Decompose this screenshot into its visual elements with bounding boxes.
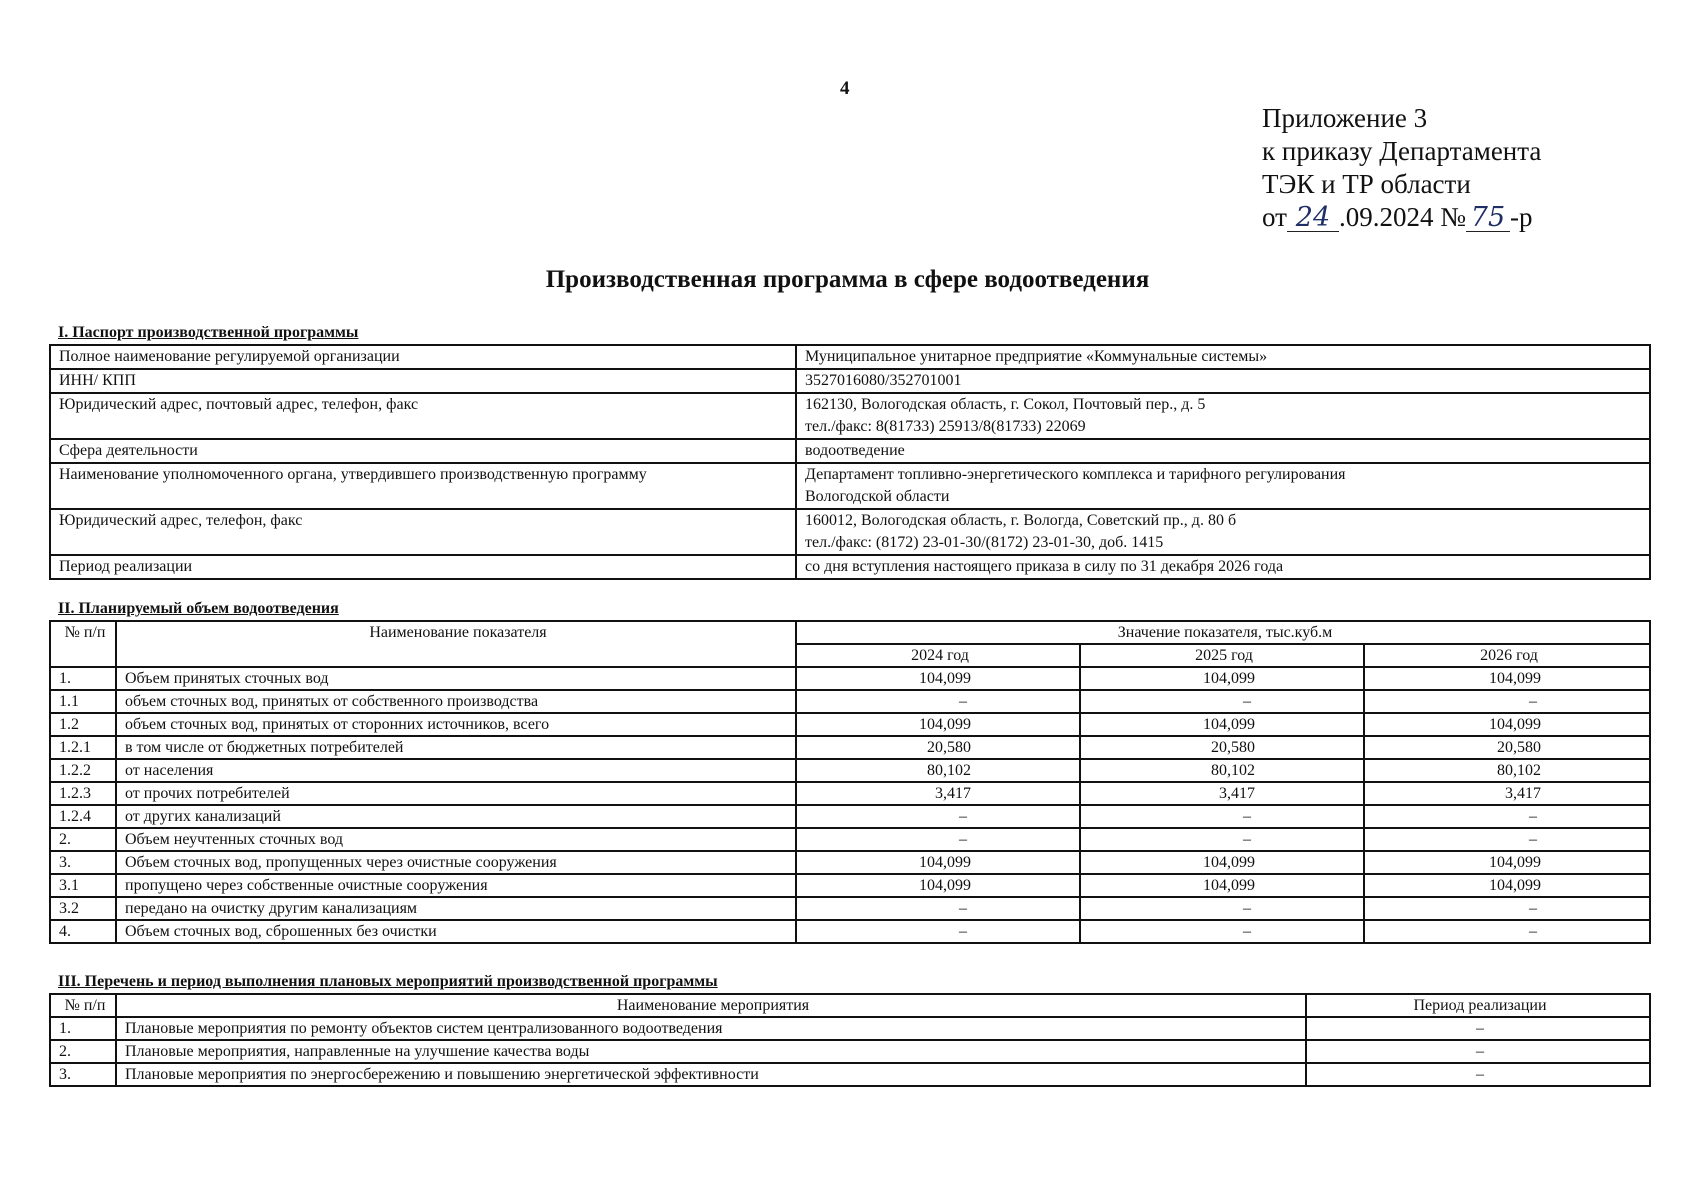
row-number: 1.2.3 — [50, 782, 116, 805]
measure-row — [50, 1063, 1650, 1086]
indicator-value: – — [1364, 690, 1650, 713]
passport-row — [50, 439, 1650, 463]
number-suffix: -р — [1509, 202, 1533, 232]
passport-value — [796, 369, 1650, 393]
indicator-value: 3,417 — [796, 782, 1080, 805]
indicator-value: – — [1364, 828, 1650, 851]
passport-row — [50, 509, 1650, 555]
indicator-value: 104,099 — [1364, 851, 1650, 874]
passport-row — [50, 555, 1650, 579]
indicator-value: 80,102 — [796, 759, 1080, 782]
indicator-name: передано на очистку другим канализациям — [116, 897, 796, 920]
indicator-name: в том числе от бюджетных потребителей — [116, 736, 796, 759]
measures-header-row — [50, 994, 1650, 1017]
indicator-value: 104,099 — [796, 667, 1080, 690]
row-number: 1. — [50, 1017, 116, 1040]
indicator-name: объем сточных вод, принятых от собственного производства — [116, 690, 796, 713]
indicator-name: от других канализаций — [116, 805, 796, 828]
volume-row — [50, 690, 1650, 713]
measures-table — [49, 993, 1651, 1087]
section3-heading: III. Перечень и период выполнения плановых мероприятий производственной программы — [58, 973, 718, 990]
col-name-header: Наименование мероприятия — [116, 994, 1306, 1017]
year-header: 2026 год — [1364, 644, 1650, 667]
handwritten-number: 75 — [1466, 205, 1510, 232]
passport-row — [50, 463, 1650, 509]
row-number: 1. — [50, 667, 116, 690]
indicator-value: 104,099 — [1080, 874, 1364, 897]
col-period-header: Период реализации — [1306, 994, 1650, 1017]
measure-period: – — [1306, 1017, 1650, 1040]
indicator-value: 104,099 — [1080, 713, 1364, 736]
indicator-name: Объем сточных вод, сброшенных без очистки — [116, 920, 796, 943]
measure-period: – — [1306, 1040, 1650, 1063]
indicator-value: – — [1080, 897, 1364, 920]
passport-value — [796, 463, 1650, 509]
col-no-header: № п/п — [50, 994, 116, 1017]
appendix-block — [1262, 102, 1541, 234]
indicator-value: 3,417 — [1080, 782, 1364, 805]
indicator-value: – — [1364, 920, 1650, 943]
indicator-value: 20,580 — [1364, 736, 1650, 759]
row-number: 1.1 — [50, 690, 116, 713]
passport-row — [50, 393, 1650, 439]
passport-value — [796, 555, 1650, 579]
indicator-value: – — [796, 920, 1080, 943]
passport-value — [796, 393, 1650, 439]
volume-row — [50, 897, 1650, 920]
passport-value — [796, 345, 1650, 369]
indicator-name: Объем неучтенных сточных вод — [116, 828, 796, 851]
indicator-value: – — [1080, 920, 1364, 943]
indicator-name: пропущено через собственные очистные сооружения — [116, 874, 796, 897]
passport-label: ИНН/ КПП — [50, 369, 796, 393]
passport-value-line: Департамент топливно-энергетического комплекса и тарифного регулирования — [805, 466, 1346, 483]
indicator-value: 104,099 — [1080, 667, 1364, 690]
appendix-line-1: Приложение 3 — [1262, 103, 1428, 133]
row-number: 3. — [50, 1063, 116, 1086]
indicator-value: 20,580 — [796, 736, 1080, 759]
passport-row — [50, 345, 1650, 369]
section1-heading: I. Паспорт производственной программы — [58, 324, 359, 341]
passport-value — [796, 509, 1650, 555]
measure-period: – — [1306, 1063, 1650, 1086]
measure-row — [50, 1017, 1650, 1040]
measure-name: Плановые мероприятия по энергосбережению и повышению энергетической эффективности — [116, 1063, 1306, 1086]
indicator-value: – — [796, 805, 1080, 828]
indicator-value: 20,580 — [1080, 736, 1364, 759]
row-number: 2. — [50, 1040, 116, 1063]
volume-row — [50, 713, 1650, 736]
indicator-name: от населения — [116, 759, 796, 782]
appendix-date-line — [1262, 201, 1541, 234]
row-number: 1.2 — [50, 713, 116, 736]
volume-row — [50, 667, 1650, 690]
volume-row — [50, 805, 1650, 828]
appendix-line-3: ТЭК и ТР области — [1262, 169, 1471, 199]
date-rest: .09.2024 № — [1338, 202, 1466, 232]
volume-row — [50, 874, 1650, 897]
indicator-value: – — [796, 897, 1080, 920]
indicator-value: – — [1364, 897, 1650, 920]
passport-value-line: водоотведение — [805, 442, 905, 459]
handwritten-day: 24 — [1287, 205, 1339, 232]
row-number: 1.2.2 — [50, 759, 116, 782]
volume-table — [49, 620, 1651, 944]
row-number: 3. — [50, 851, 116, 874]
indicator-name: объем сточных вод, принятых от сторонних источников, всего — [116, 713, 796, 736]
passport-value-line: тел./факс: (8172) 23-01-30/(8172) 23-01-30, доб. 1415 — [805, 534, 1164, 551]
indicator-name: Объем принятых сточных вод — [116, 667, 796, 690]
volume-row — [50, 736, 1650, 759]
passport-label: Период реализации — [50, 555, 796, 579]
indicator-value: 3,417 — [1364, 782, 1650, 805]
indicator-value: – — [796, 828, 1080, 851]
row-number: 2. — [50, 828, 116, 851]
passport-label: Наименование уполномоченного органа, утвердившего производственную программу — [50, 463, 796, 509]
passport-value-line: 3527016080/352701001 — [805, 372, 962, 389]
indicator-value: – — [1080, 805, 1364, 828]
date-prefix: от — [1262, 202, 1287, 232]
appendix-line-2: к приказу Департамента — [1262, 136, 1542, 166]
passport-label: Полное наименование регулируемой организации — [50, 345, 796, 369]
indicator-name: Объем сточных вод, пропущенных через очистные сооружения — [116, 851, 796, 874]
passport-table — [49, 344, 1651, 580]
indicator-name: от прочих потребителей — [116, 782, 796, 805]
page-number: 4 — [840, 78, 850, 99]
volume-row — [50, 851, 1650, 874]
passport-value-line: со дня вступления настоящего приказа в силу по 31 декабря 2026 года — [805, 558, 1284, 575]
col-no-header: № п/п — [50, 621, 116, 667]
measure-name: Плановые мероприятия, направленные на улучшение качества воды — [116, 1040, 1306, 1063]
measure-name: Плановые мероприятия по ремонту объектов систем централизованного водоотведения — [116, 1017, 1306, 1040]
volume-row — [50, 828, 1650, 851]
section2-heading: II. Планируемый объем водоотведения — [58, 600, 339, 617]
passport-row — [50, 369, 1650, 393]
indicator-value: – — [796, 690, 1080, 713]
passport-value-line: 162130, Вологодская область, г. Сокол, Почтовый пер., д. 5 — [805, 396, 1206, 413]
row-number: 4. — [50, 920, 116, 943]
indicator-value: 104,099 — [1080, 851, 1364, 874]
row-number: 1.2.1 — [50, 736, 116, 759]
col-name-header: Наименование показателя — [116, 621, 796, 667]
passport-label: Сфера деятельности — [50, 439, 796, 463]
indicator-value: – — [1080, 828, 1364, 851]
indicator-value: 104,099 — [796, 874, 1080, 897]
indicator-value: 80,102 — [1080, 759, 1364, 782]
row-number: 3.1 — [50, 874, 116, 897]
passport-label: Юридический адрес, почтовый адрес, телефон, факс — [50, 393, 796, 439]
indicator-value: 104,099 — [1364, 713, 1650, 736]
indicator-value: 104,099 — [1364, 667, 1650, 690]
volume-row — [50, 759, 1650, 782]
row-number: 1.2.4 — [50, 805, 116, 828]
passport-value-line: Муниципальное унитарное предприятие «Коммунальные системы» — [805, 348, 1268, 365]
document-title: Производственная программа в сфере водоотведения — [545, 266, 1150, 293]
passport-value-line: Вологодской области — [805, 488, 950, 505]
passport-value-line: тел./факс: 8(81733) 25913/8(81733) 22069 — [805, 418, 1086, 435]
indicator-value: 104,099 — [1364, 874, 1650, 897]
indicator-value: 104,099 — [796, 713, 1080, 736]
volume-row — [50, 782, 1650, 805]
col-value-header: Значение показателя, тыс.куб.м — [796, 621, 1650, 644]
volume-header-row — [50, 621, 1650, 644]
indicator-value: 80,102 — [1364, 759, 1650, 782]
indicator-value: – — [1364, 805, 1650, 828]
year-header: 2024 год — [796, 644, 1080, 667]
indicator-value: 104,099 — [796, 851, 1080, 874]
indicator-value: – — [1080, 690, 1364, 713]
year-header: 2025 год — [1080, 644, 1364, 667]
passport-value-line: 160012, Вологодская область, г. Вологда, Советский пр., д. 80 б — [805, 512, 1237, 529]
passport-label: Юридический адрес, телефон, факс — [50, 509, 796, 555]
measure-row — [50, 1040, 1650, 1063]
row-number: 3.2 — [50, 897, 116, 920]
passport-value — [796, 439, 1650, 463]
volume-row — [50, 920, 1650, 943]
